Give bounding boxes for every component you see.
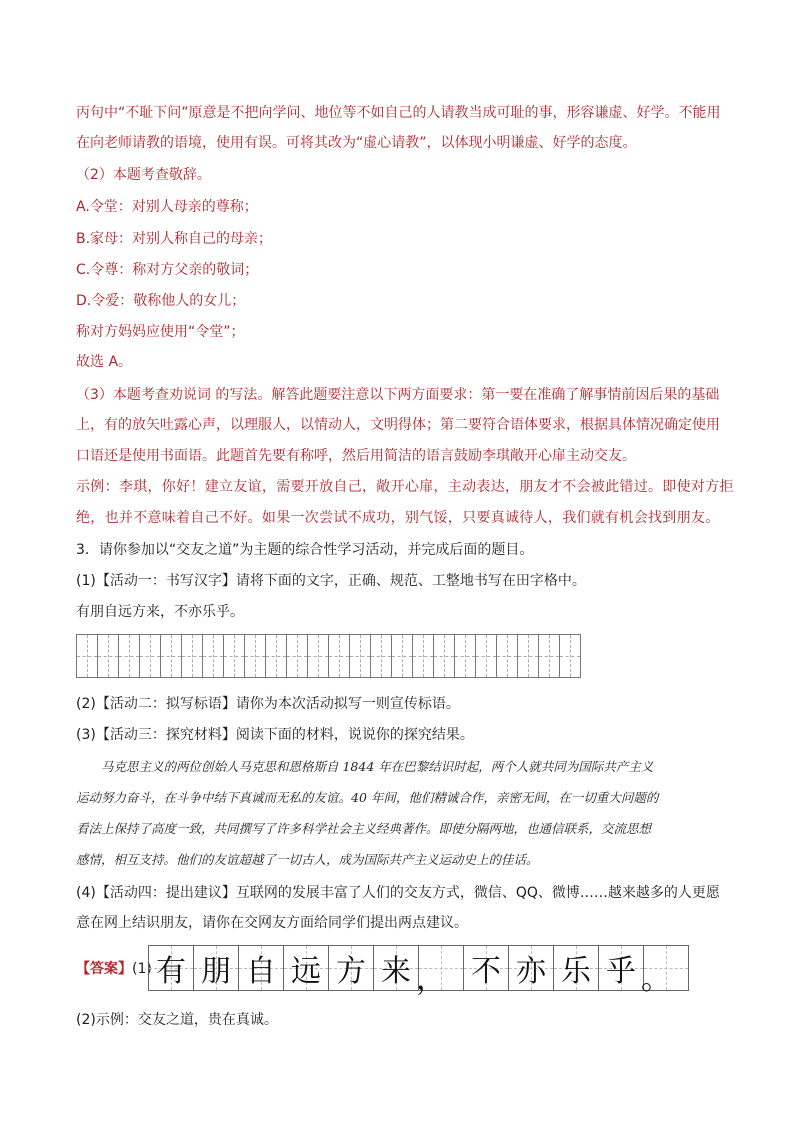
- part3-line: 上，有的放矢吐露心声，以理服人，以情动人，文明得体；第二要符合语体要求，根据具体情况确定使用: [76, 417, 720, 433]
- answer-grid: [148, 945, 688, 997]
- grid-cell[interactable]: [160, 634, 182, 678]
- activity-1: (1)【活动一：书写汉字】请将下面的文字，正确、规范、工整地书写在田字格中。: [76, 573, 586, 589]
- activity-3: (3)【活动三：探究材料】阅读下面的材料，说说你的探究结果。: [76, 727, 474, 743]
- answer-part1-prefix: (1): [132, 961, 152, 977]
- answer-cell: 方: [328, 945, 374, 991]
- answer-cell: 乎: [598, 945, 644, 991]
- answer-cell: 有: [148, 945, 194, 991]
- grid-cell[interactable]: [496, 634, 518, 678]
- grid-cell[interactable]: [265, 634, 287, 678]
- grid-cell[interactable]: [286, 634, 308, 678]
- grid-cell[interactable]: [517, 634, 539, 678]
- grid-cell[interactable]: [475, 634, 497, 678]
- phrase: 有朋自远方来，不亦乐乎。: [76, 604, 244, 620]
- material-line: 看法上保持了高度一致，共同撰写了许多科学社会主义经典著作。即使分隔两地，也通信联系，交流思想: [76, 821, 652, 836]
- part2-title: （2）本题考查敬辞。: [76, 167, 211, 183]
- activity-2: (2)【活动二：拟写标语】请你为本次活动拟写一则宣传标语。: [76, 696, 460, 712]
- grid-cell[interactable]: [76, 634, 98, 678]
- grid-cell[interactable]: [244, 634, 266, 678]
- activity-4: (4)【活动四：提出建议】互联网的发展丰富了人们的交友方式，微信、QQ、微博……越来越多的人更愿: [76, 885, 720, 901]
- answer-cell: 。: [643, 945, 689, 991]
- grid-cell[interactable]: [370, 634, 392, 678]
- explanation-line: 在向老师请教的语境，使用有误。可将其改为“虚心请教”，以体现小明谦虚、好学的态度。: [76, 135, 637, 151]
- grid-cell[interactable]: [391, 634, 413, 678]
- answer-cell: ，: [418, 945, 464, 991]
- answer-part2: (2)示例：交友之道，贵在真诚。: [76, 1012, 278, 1028]
- option-b: B.家母：对别人称自己的母亲；: [76, 231, 273, 247]
- grid-cell[interactable]: [349, 634, 371, 678]
- example-line: 绝，也并不意味着自己不好。如果一次尝试不成功，别气馁，只要真诚待人，我们就有机会找到朋友。: [76, 510, 720, 526]
- grid-cell[interactable]: [202, 634, 224, 678]
- answer-cell: 来: [373, 945, 419, 991]
- grid-cell[interactable]: [328, 634, 350, 678]
- answer-cell: 亦: [508, 945, 554, 991]
- grid-cell[interactable]: [181, 634, 203, 678]
- grid-cell[interactable]: [412, 634, 434, 678]
- part3-line: 口语还是使用书面语。此题首先要有称呼，然后用简洁的语言鼓励李琪敞开心扉主动交友。: [76, 448, 636, 464]
- grid-cell[interactable]: [118, 634, 140, 678]
- part3-line: （3）本题考查劝说词 的写法。解答此题要注意以下两方面要求：第一要在准确了解事情前因后果的基础: [76, 387, 720, 403]
- grid-cell[interactable]: [139, 634, 161, 678]
- explanation-line: 丙句中“不耻下问”原意是不把向学问、地位等不如自己的人请教当成可耻的事，形容谦虚、好学。不能用: [76, 105, 721, 121]
- grid-cell[interactable]: [223, 634, 245, 678]
- answer-label: [76, 959, 152, 979]
- option-d: D.令爱：敬称他人的女儿；: [76, 293, 246, 309]
- activity-4: 意在网上结识朋友，请你在交网友方面给同学们提出两点建议。: [76, 915, 468, 931]
- grid-cell[interactable]: [454, 634, 476, 678]
- grid-cell[interactable]: [559, 634, 581, 678]
- answer-cell: 不: [463, 945, 509, 991]
- question-3-title: 3．请你参加以“交友之道”为主题的综合性学习活动，并完成后面的题目。: [76, 542, 534, 558]
- grid-cell[interactable]: [433, 634, 455, 678]
- grid-cell[interactable]: [97, 634, 119, 678]
- option-a: A.令堂：对别人母亲的尊称；: [76, 199, 258, 215]
- grid-cell[interactable]: [538, 634, 560, 678]
- material-line: 感情，相互支持。他们的友谊超越了一切古人，成为国际共产主义运动史上的佳话。: [76, 852, 539, 867]
- answer-tag: 【答案】: [76, 961, 132, 977]
- material-line: 运动努力奋斗，在斗争中结下真诚而无私的友谊。40 年间，他们精诚合作，亲密无间，在一切重大问题的: [76, 790, 659, 805]
- option-c: C.令尊：称对方父亲的敬词；: [76, 262, 259, 278]
- answer-cell: 自: [238, 945, 284, 991]
- writing-grid[interactable]: [76, 634, 580, 678]
- conclusion: 称对方妈妈应使用“令堂”；: [76, 324, 245, 340]
- grid-cell[interactable]: [307, 634, 329, 678]
- answer-cell: 朋: [193, 945, 239, 991]
- choice: 故选 A。: [76, 354, 133, 370]
- answer-cell: 乐: [553, 945, 599, 991]
- answer-cell: 远: [283, 945, 329, 991]
- example-line: 示例：李琪，你好！建立友谊，需要开放自己，敞开心扉，主动表达，朋友才不会被此错过。即使对方拒: [76, 479, 734, 495]
- material-line: 马克思主义的两位创始人马克思和恩格斯自 1844 年在巴黎结识时起，两个人就共同为国际共产主义: [76, 759, 654, 774]
